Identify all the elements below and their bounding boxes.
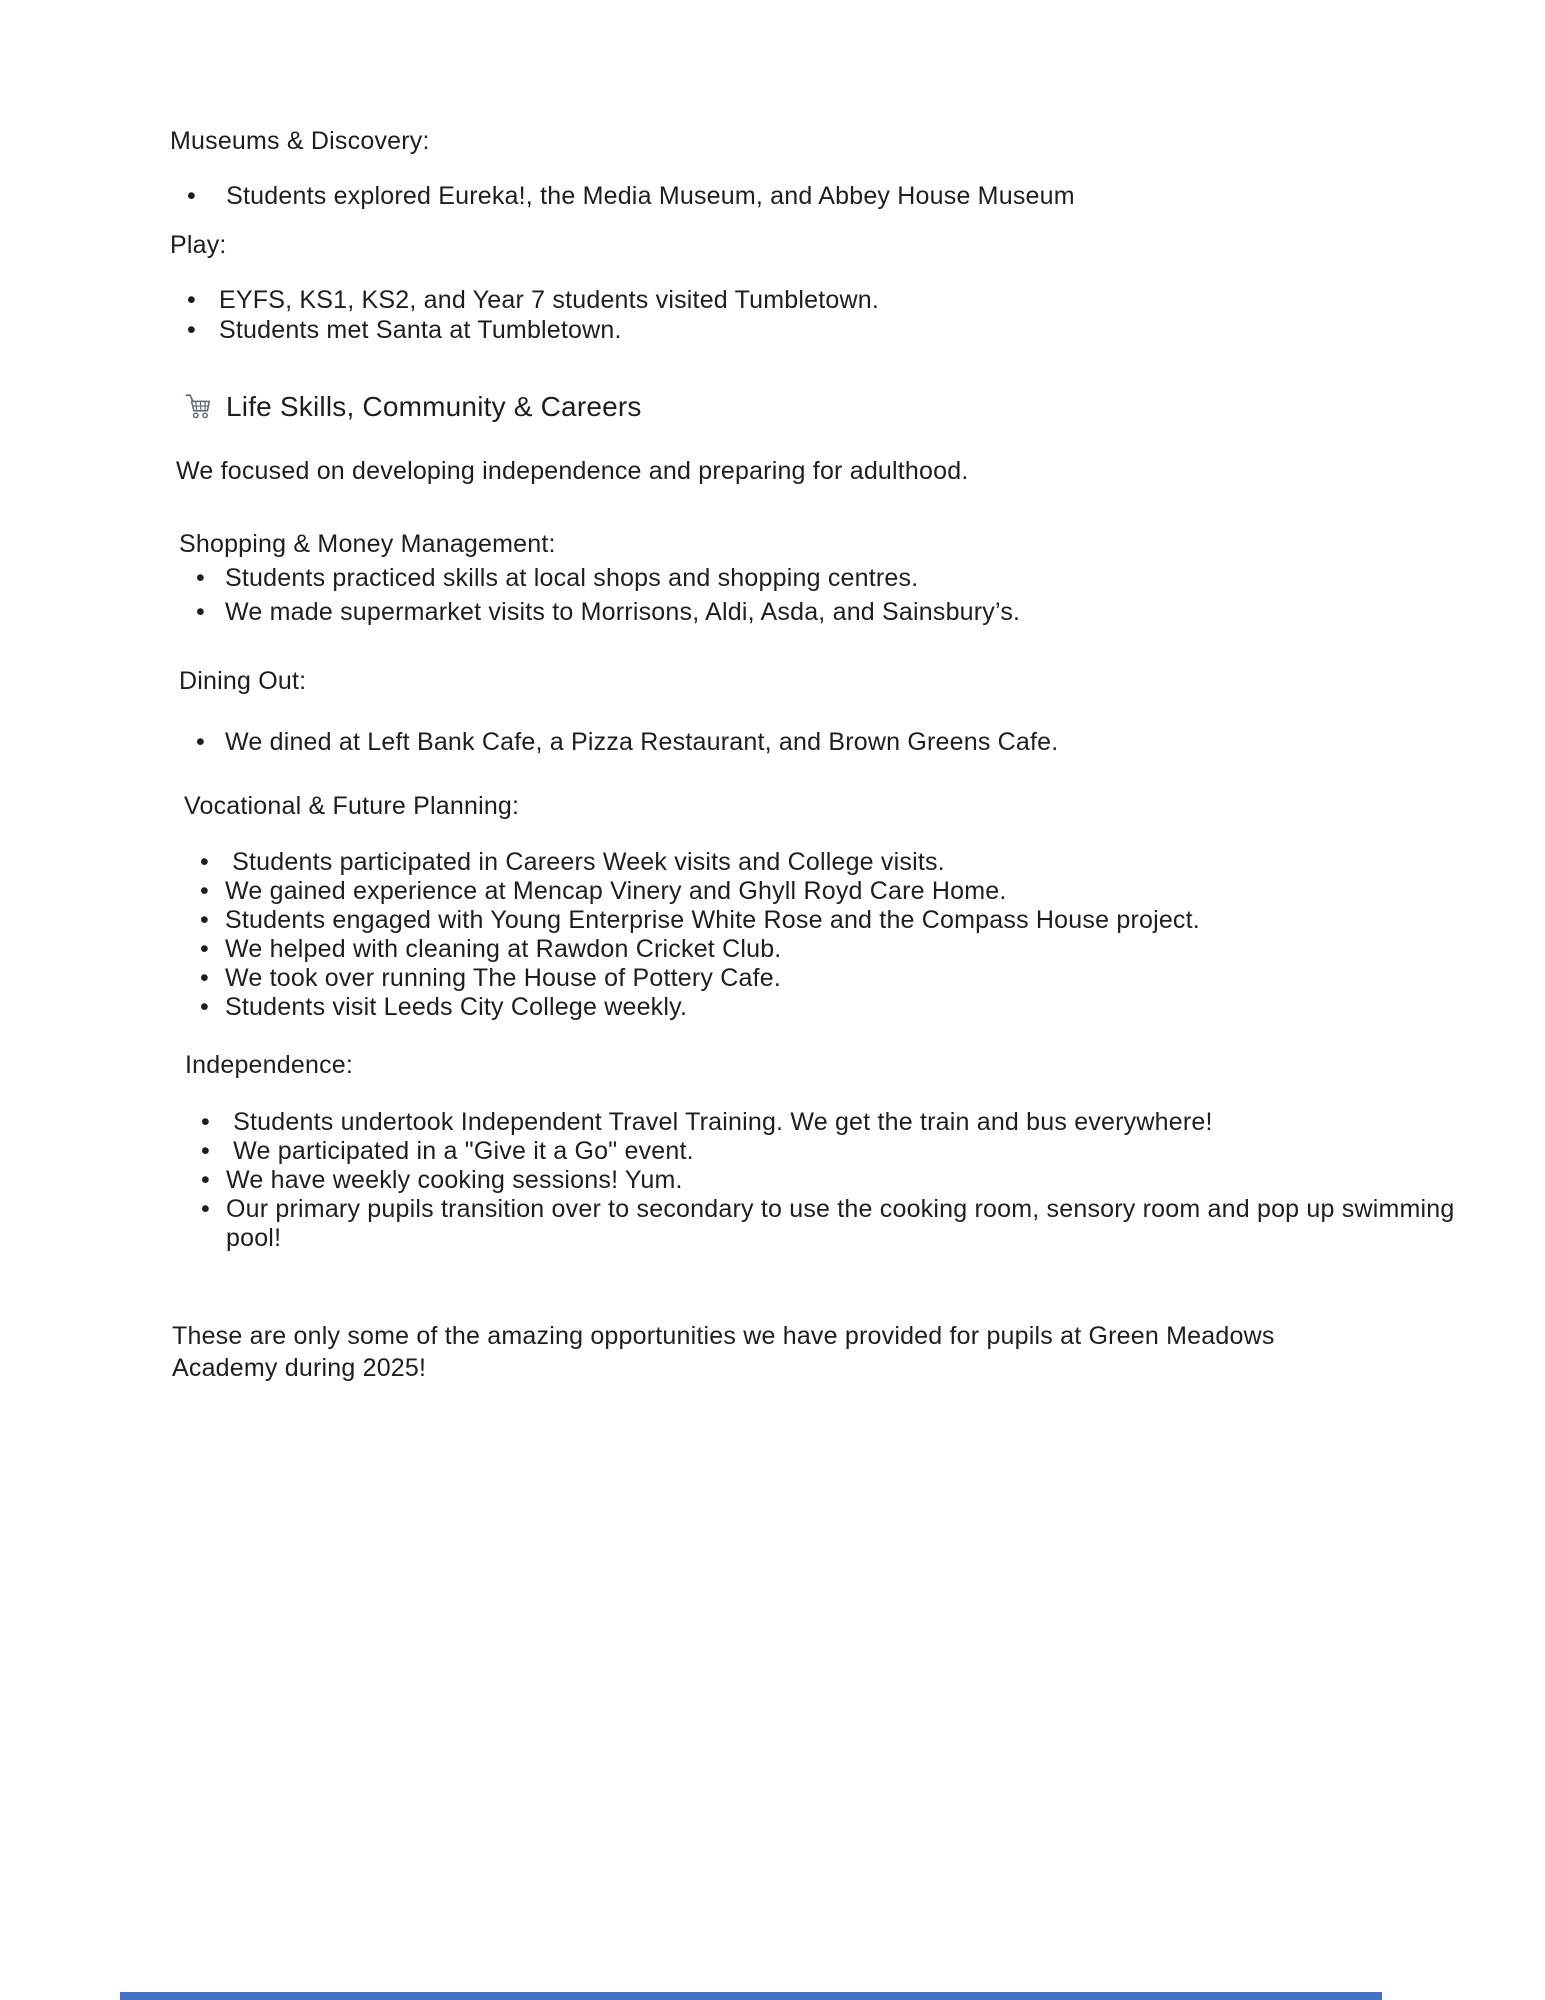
independence-list xyxy=(185,1108,1462,1253)
vocational-heading: Vocational & Future Planning: xyxy=(184,792,520,820)
list-item: • We have weekly cooking sessions! Yum. xyxy=(185,1166,1455,1195)
shopping-cart-icon xyxy=(184,391,214,421)
list-item: • We helped with cleaning at Rawdon Cricket Club. xyxy=(184,935,1464,964)
dining-heading: Dining Out: xyxy=(179,667,307,695)
independence-heading: Independence: xyxy=(185,1051,354,1079)
page-bottom-accent-bar xyxy=(120,1992,1382,2000)
list-item: • Students engaged with Young Enterprise White Rose and the Compass House project. xyxy=(184,906,1464,935)
list-item: • Students met Santa at Tumbletown. xyxy=(170,315,879,345)
list-item: • We took over running The House of Pottery Cafe. xyxy=(184,964,1464,993)
list-item: • Students explored Eureka!, the Media Museum, and Abbey House Museum xyxy=(170,182,1075,211)
museums-discovery-list xyxy=(170,182,1075,211)
life-skills-intro: We focused on developing independence and preparing for adulthood. xyxy=(176,457,969,485)
list-item: • Students visit Leeds City College weekly. xyxy=(184,993,1464,1022)
shopping-list xyxy=(179,564,1020,627)
list-item: • We gained experience at Mencap Vinery and Ghyll Royd Care Home. xyxy=(184,877,1464,906)
shopping-heading: Shopping & Money Management: xyxy=(179,530,556,558)
closing-paragraph: These are only some of the amazing opportunities we have provided for pupils at Green Meadows Academy during 2025! xyxy=(172,1322,1281,1382)
vocational-list xyxy=(184,848,1464,1022)
list-item: • Students practiced skills at local shops and shopping centres. xyxy=(179,564,1020,593)
list-item: • Our primary pupils transition over to secondary to use the cooking room, sensory room and pop up swimming pool! xyxy=(185,1195,1455,1253)
list-item: • Students participated in Careers Week visits and College visits. xyxy=(184,848,1464,877)
life-skills-heading xyxy=(184,391,642,423)
dining-list xyxy=(179,728,1058,757)
list-item: • We dined at Left Bank Cafe, a Pizza Restaurant, and Brown Greens Cafe. xyxy=(179,728,1058,757)
list-item: • We made supermarket visits to Morrisons, Aldi, Asda, and Sainsbury’s. xyxy=(179,598,1020,627)
play-heading: Play: xyxy=(170,231,227,259)
list-item: • EYFS, KS1, KS2, and Year 7 students visited Tumbletown. xyxy=(170,285,879,315)
play-list xyxy=(170,285,879,345)
list-item: • We participated in a "Give it a Go" event. xyxy=(185,1137,1455,1166)
life-skills-heading-text: Life Skills, Community & Careers xyxy=(226,391,642,422)
list-item: • Students undertook Independent Travel Training. We get the train and bus everywhere! xyxy=(185,1108,1455,1137)
museums-discovery-heading: Museums & Discovery: xyxy=(170,127,430,155)
